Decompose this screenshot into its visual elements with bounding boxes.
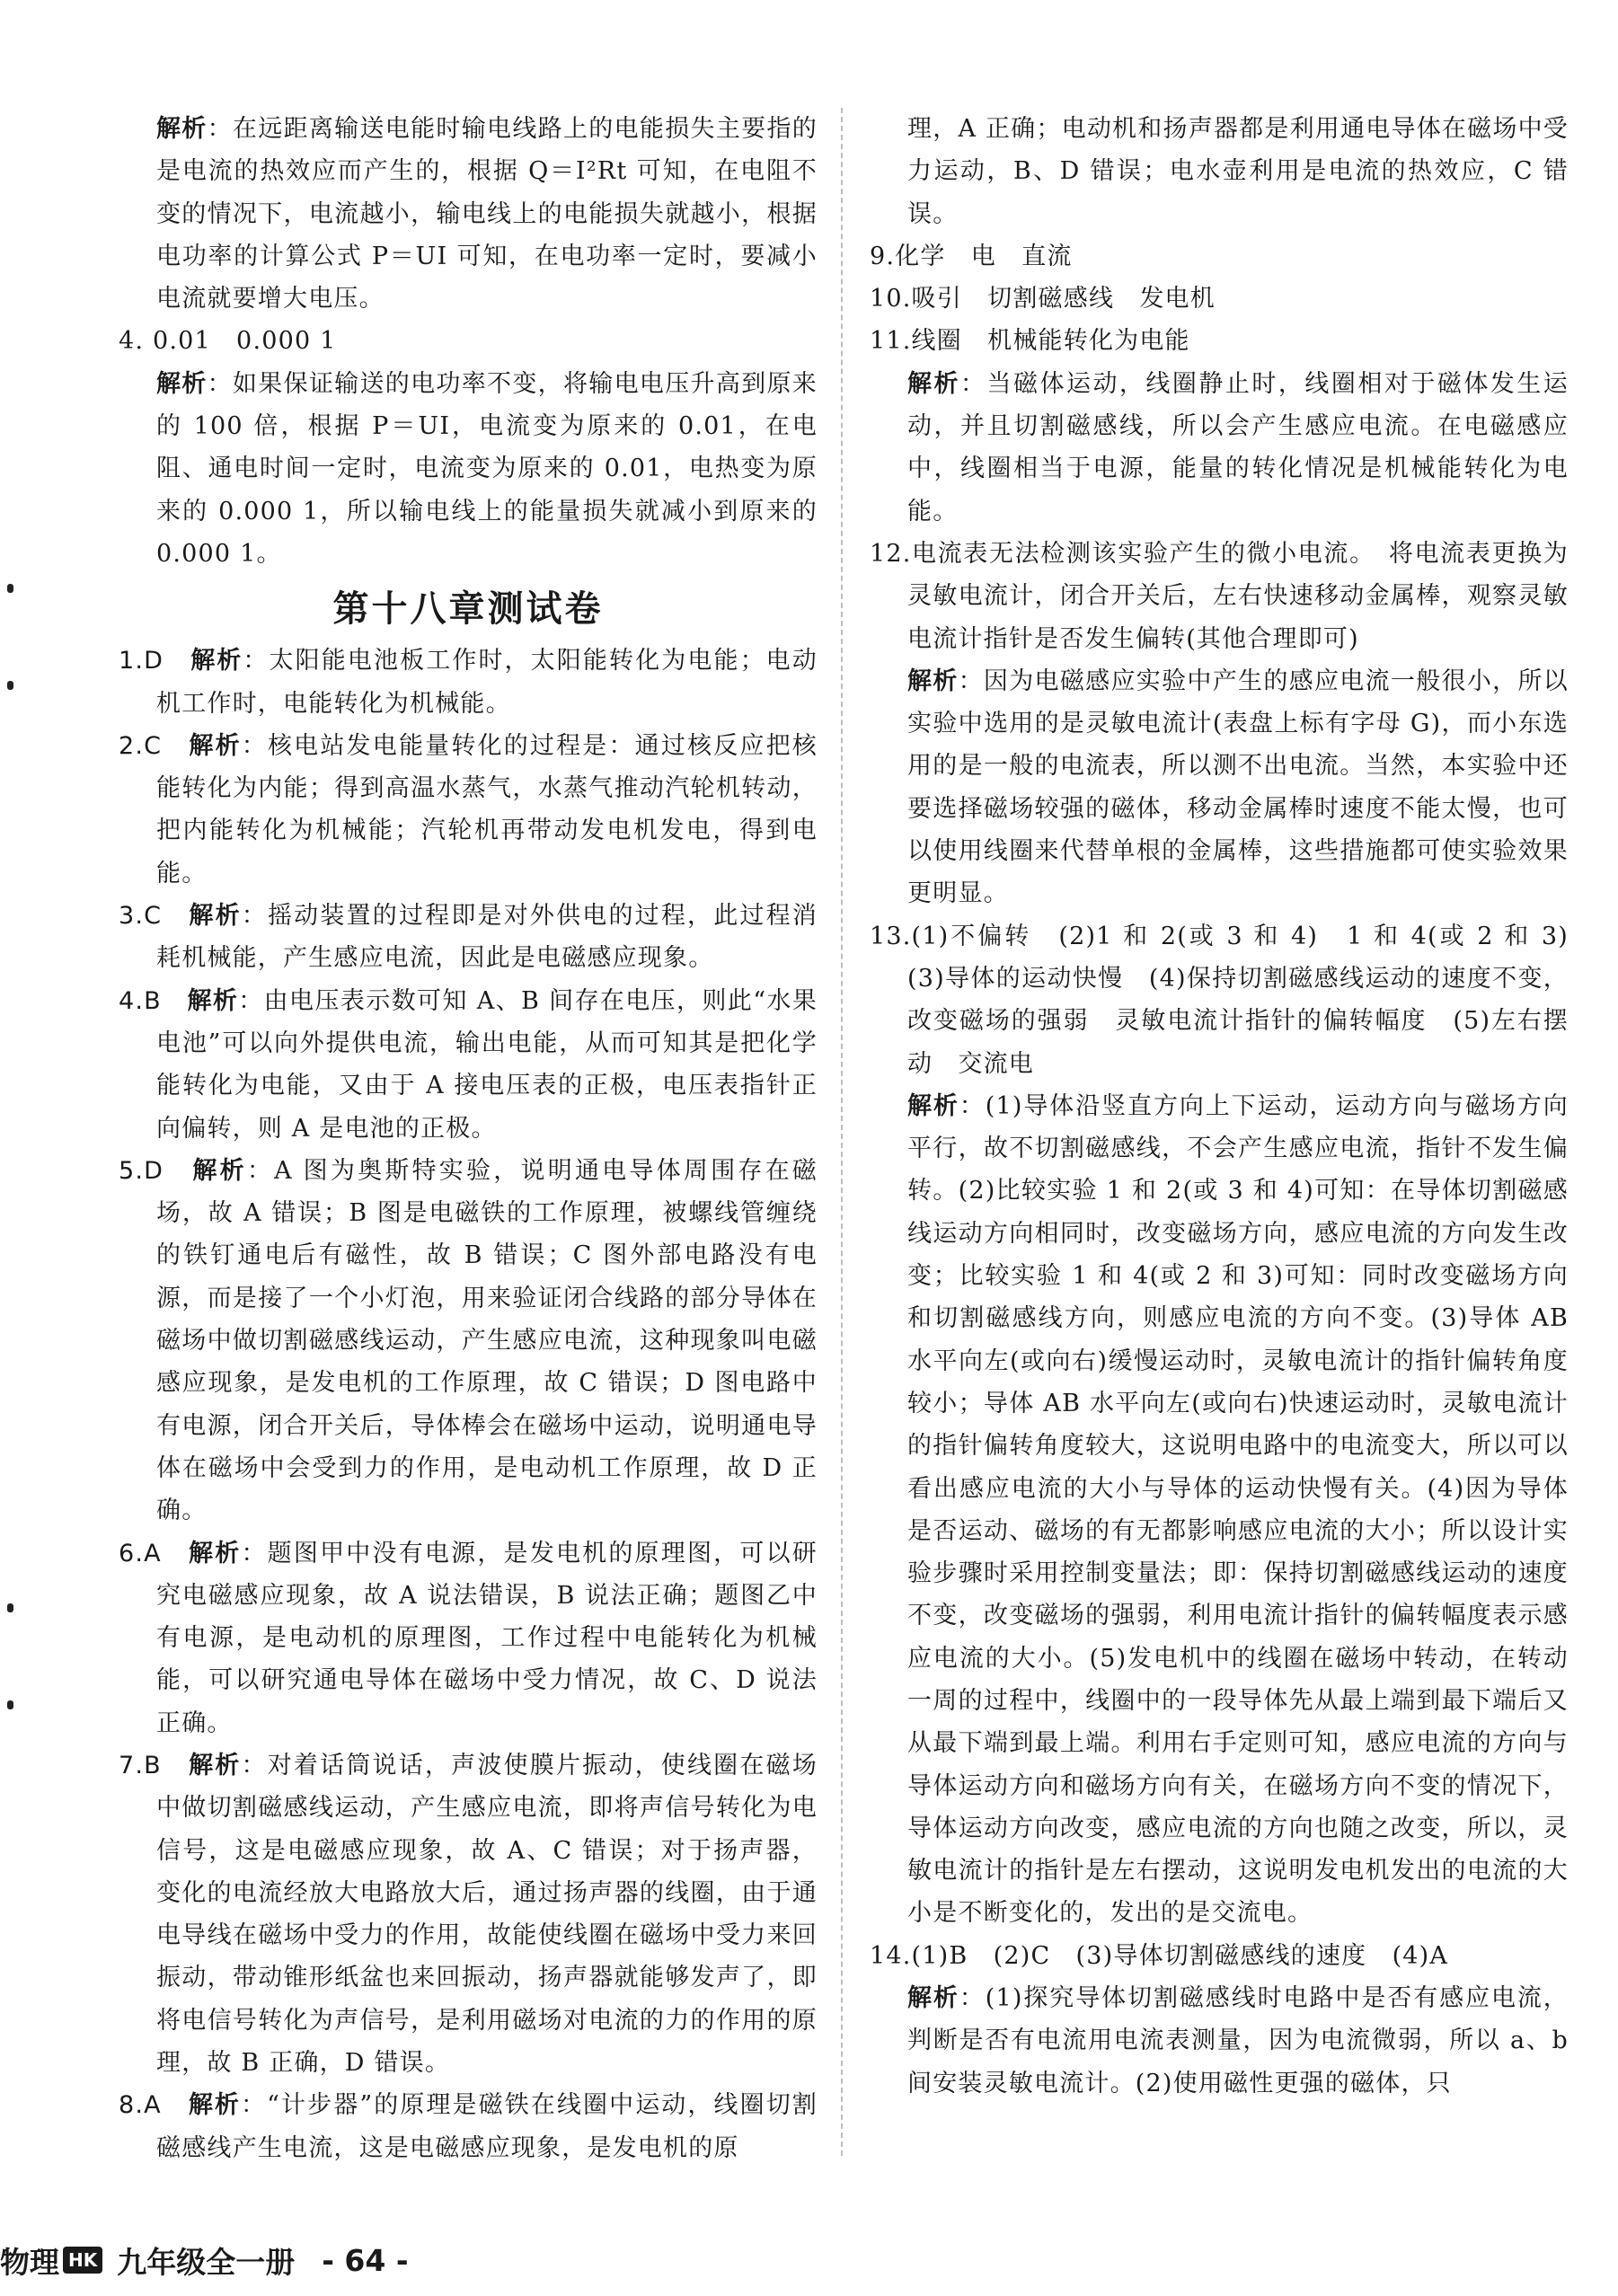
answer-paragraph (119, 108, 818, 320)
left-answer-list (119, 640, 818, 2169)
page-footer (0, 2239, 409, 2282)
analysis-label: 解析 (189, 731, 242, 760)
answer-paragraph (870, 660, 1569, 915)
footer-subject: 物理 (0, 2244, 59, 2280)
paragraph-text: 4. 0.01 0.000 1 (119, 327, 337, 356)
analysis-label: 解析 (189, 1751, 242, 1779)
paragraph-text: 10.吸引 切割磁感线 发电机 (870, 285, 1216, 313)
paragraph-text: ：(1)探究导体切割磁感线时电路中是否有感应电流，判断是否有电流用电流表测量，因为电流微弱，所以 a、b 间安装灵敏电流计。(2)使用磁性更强的磁体，只 (907, 1984, 1569, 2097)
left-intro-block (119, 108, 818, 575)
answer-key: 8.A (119, 2091, 189, 2120)
answer-paragraph (119, 320, 818, 362)
paragraph-text: ：由电压表示数可知 A、B 间存在电压，则此“水果电池”可以向外提供电流，输出电能，从而可知其是把化学能转化为电能，又由于 A 接电压表的正极，电压表指针正向偏转，则 A 是电池的正极。 (156, 986, 818, 1143)
paragraph-text: 12.电流表无法检测该实验产生的微小电流。 将电流表更换为灵敏电流计，闭合开关后，左右快速移动金属棒，观察灵敏电流计指针是否发生偏转(其他合理即可) (870, 539, 1569, 653)
left-column (119, 108, 818, 2169)
paragraph-text: 14.(1)B (2)C (3)导体切割磁感线的速度 (4)A (870, 1941, 1449, 1970)
answer-key: 3.C (119, 902, 190, 931)
answer-item (119, 2084, 818, 2169)
paragraph-text: 11.线圈 机械能转化为电能 (870, 327, 1190, 356)
answer-paragraph (870, 363, 1569, 533)
analysis-label: 解析 (187, 986, 239, 1015)
footer-edition-badge: HK (63, 2247, 102, 2274)
paragraph-text: 9.化学 电 直流 (870, 242, 1073, 270)
answer-paragraph (870, 278, 1569, 320)
analysis-label: 解析 (190, 647, 243, 676)
answer-paragraph (870, 1935, 1569, 1977)
paragraph-text: ：在远距离输送电能时输电线路上的电能损失主要指的是电流的热效应而产生的，根据 Q＝I²Rt 可知，在电阻不变的情况下，电流越小，输电线上的电能损失就越小，根据电功率的计算公式 P＝UI 可知，在电功率一定时，要减小电流就要增大电压。 (156, 115, 818, 313)
analysis-label: 解析 (907, 1984, 959, 2013)
margin-mark (7, 584, 13, 593)
answer-item (119, 980, 818, 1150)
paragraph-text: 理，A 正确；电动机和扬声器都是利用通电导体在磁场中受力运动，B、D 错误；电水壶利用是电流的热效应，C 错误。 (907, 115, 1569, 228)
answer-item (119, 895, 818, 980)
answer-paragraph (870, 235, 1569, 278)
paragraph-text: ：(1)导体沿竖直方向上下运动，运动方向与磁场方向平行，故不切割磁感线，不会产生感应电流，指针不发生偏转。(2)比较实验 1 和 2(或 3 和 4)可知：在导体切割磁感线运动方向相同时，改变磁场方向，感应电流的方向发生改变；比较实验 1 和 4(或 2 和 3)可知：同时改变磁场方向和切割磁感线方向，则感应电流的方向不变。(3)导体 AB 水平向左(或向右)缓慢运动时，灵敏电流计的指针偏转角度较小；导体 AB 水平向左(或向右)快速运动时，灵敏电流计的指针偏转角度较大，这说明电路中的电流变大，所以可以看出感应电流的大小与导体的运动快慢有关。(4)因为导体是否运动、磁场的有无都影响感应电流的大小；所以设计实验步骤时采用控制变量法；即：保持切割磁感线运动的速度不变，改变磁场的强弱，利用电流计指针的偏转幅度表示感应电流的大小。(5)发电机中的线圈在磁场中转动，在转动一周的过程中，线圈中的一段导体先从最上端到最下端后又从最下端到最上端。利用右手定则可知，感应电流的方向与导体运动方向和磁场方向有关，在磁场方向不变的情况下，导体运动方向改变，感应电流的方向也随之改变，所以，灵敏电流计的指针是左右摆动，这说明发电机发出的电流的大小是不断变化的，发出的是交流电。 (907, 1091, 1569, 1928)
analysis-label: 解析 (907, 369, 960, 398)
answer-paragraph (870, 108, 1569, 235)
answer-key: 6.A (119, 1539, 190, 1567)
margin-mark (7, 1603, 13, 1612)
margin-mark (7, 681, 13, 690)
analysis-label: 解析 (156, 115, 208, 143)
answer-key: 1.D (119, 647, 191, 676)
right-column (870, 108, 1595, 2105)
paragraph-text: ：太阳能电池板工作时，太阳能转化为电能；电动机工作时，电能转化为机械能。 (156, 647, 818, 718)
answer-item (119, 640, 818, 725)
analysis-label: 解析 (156, 369, 208, 398)
answer-item (119, 1744, 818, 2084)
answer-paragraph (870, 533, 1569, 660)
analysis-label: 解析 (907, 1091, 959, 1120)
answer-key: 2.C (119, 731, 190, 760)
paragraph-text: ：题图甲中没有电源，是发电机的原理图，可以研究电磁感应现象，故 A 说法错误，B 说法正确；题图乙中有电源，是电动机的原理图，工作过程中电能转化为机械能，可以研究通电导体在磁场中受力情况，故 C、D 说法正确。 (156, 1539, 818, 1737)
analysis-label: 解析 (907, 667, 959, 695)
answer-paragraph (119, 363, 818, 575)
footer-grade: 九年级全一册 (117, 2244, 296, 2280)
answer-key: 7.B (119, 1751, 190, 1779)
paragraph-text: ：核电站发电能量转化的过程是：通过核反应把核能转化为内能；得到高温水蒸气，水蒸气推动汽轮机转动，把内能转化为机械能；汽轮机再带动发电机发电，得到电能。 (156, 731, 818, 887)
page-number: - 64 - (322, 2242, 409, 2278)
answer-paragraph (870, 1085, 1569, 1935)
paragraph-text: ：对着话筒说话，声波使膜片振动，使线圈在磁场中做切割磁感线运动，产生感应电流，即将声信号转化为电信号，这是电磁感应现象，故 A、C 错误；对于扬声器，变化的电流经放大电路放大后，通过扬声器的线圈，由于通电导线在磁场中受力的作用，故能使线圈在磁场中受力来回振动，带动锥形纸盆也来回振动，扬声器就能够发声了，即将电信号转化为声信号，是利用磁场对电流的力的作用的原理，故 B 正确，D 错误。 (156, 1751, 818, 2078)
answer-item (119, 1150, 818, 1532)
analysis-label: 解析 (192, 1156, 247, 1185)
answer-paragraph (870, 320, 1569, 362)
analysis-label: 解析 (188, 2091, 242, 2120)
paragraph-text: ：因为电磁感应实验中产生的感应电流一般很小，所以实验中选用的是灵敏电流计(表盘上标有字母 G)，而小东选用的是一般的电流表，所以测不出电流。当然，本实验中还要选择磁场较强的磁体，移动金属棒时速度不能太慢，也可以使用线圈来代替单根的金属棒，这些措施都可使实验效果更明显。 (907, 667, 1569, 908)
answer-item (119, 725, 818, 895)
margin-mark (7, 1700, 13, 1709)
answer-paragraph (870, 915, 1595, 1085)
column-divider (841, 108, 843, 2156)
paragraph-text: ：当磁体运动，线圈静止时，线圈相对于磁体发生运动，并且切割磁感线，所以会产生感应电流。在电磁感应中，线圈相当于电源，能量的转化情况是机械能转化为电能。 (907, 369, 1569, 525)
paragraph-text: 13.(1)不偏转 (2)1 和 2(或 3 和 4) 1 和 4(或 2 和 3) (3)导体的运动快慢 (4)保持切割磁感线运动的速度不变，改变磁场的强弱 灵敏电流计指针的偏转幅度 (5)左右摆动 交流电 (870, 922, 1595, 1078)
answer-paragraph (870, 1977, 1569, 2105)
analysis-label: 解析 (189, 902, 242, 931)
answer-key: 5.D (119, 1156, 193, 1185)
analysis-label: 解析 (189, 1539, 242, 1567)
paragraph-text: ：A 图为奥斯特实验，说明通电导体周围存在磁场，故 A 错误；B 图是电磁铁的工作原理，被螺线管缠绕的铁钉通电后有磁性，故 B 错误；C 图外部电路没有电源，而是接了一个小灯泡，用来验证闭合线路的部分导体在磁场中做切割磁感线运动，产生感应电流，这种现象叫电磁感应现象，是发电机的工作原理，故 C 错误；D 图电路中有电源，闭合开关后，导体棒会在磁场中运动，说明通电导体在磁场中会受到力的作用，是电动机工作原理，故 D 正确。 (156, 1156, 818, 1525)
answer-item (119, 1532, 818, 1744)
paragraph-text: ：如果保证输送的电功率不变，将输电电压升高到原来的 100 倍，根据 P＝UI，电流变为原来的 0.01，在电阻、通电时间一定时，电流变为原来的 0.01，电热变为原来的 0.000 1，所以输电线上的能量损失就减小到原来的 0.000 1。 (156, 369, 818, 568)
paragraph-text: ：摇动装置的过程即是对外供电的过程，此过程消耗机械能，产生感应电流，因此是电磁感应现象。 (156, 902, 818, 973)
answer-key: 4.B (119, 986, 188, 1015)
chapter-title: 第十八章测试卷 (332, 587, 604, 631)
right-answer-list (870, 108, 1595, 2105)
paragraph-text: ：“计步器”的原理是磁铁在线圈中运动，线圈切割磁感线产生电流，这是电磁感应现象，是发电机的原 (156, 2091, 818, 2162)
